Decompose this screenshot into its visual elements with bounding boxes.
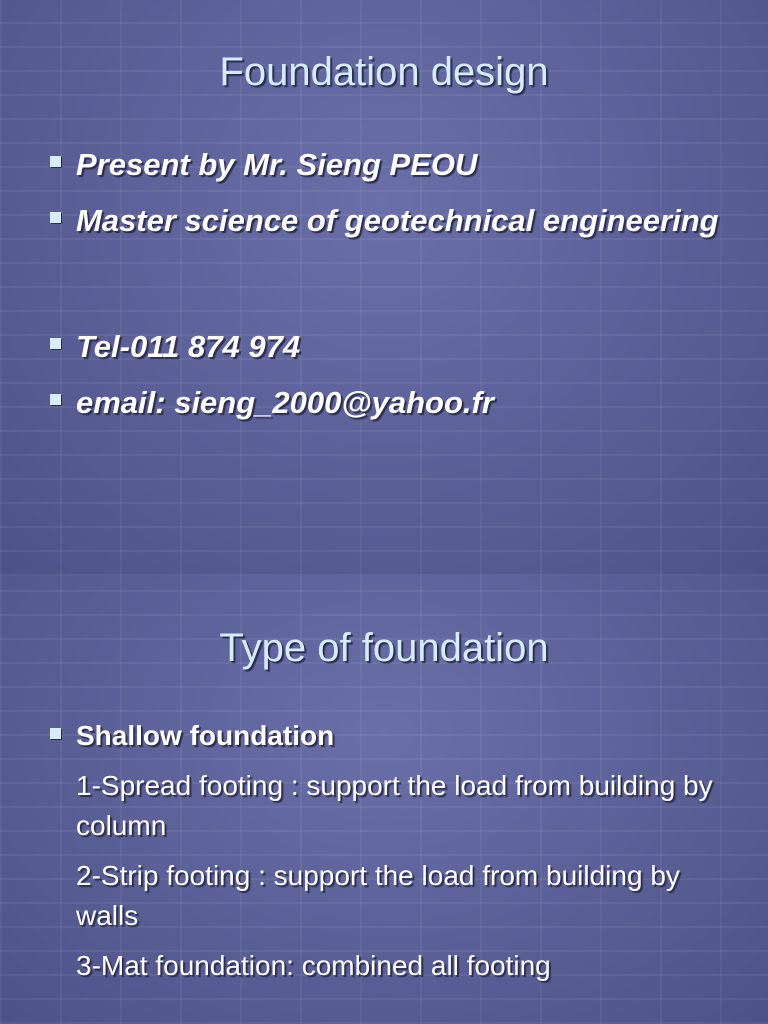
slide-title: Foundation design bbox=[219, 50, 549, 94]
slide-type-of-foundation bbox=[0, 576, 768, 1024]
degree-text: Master science of geotechnical engineering bbox=[76, 203, 719, 238]
list-item bbox=[48, 766, 728, 846]
strip-footing-text: 2-Strip footing : support the load from building by walls bbox=[76, 860, 680, 931]
list-item bbox=[48, 142, 728, 188]
list-item bbox=[48, 716, 728, 756]
list-item bbox=[48, 380, 728, 426]
email-text: email: sieng_2000@yahoo.fr bbox=[76, 385, 494, 420]
square-bullet-icon bbox=[50, 338, 61, 349]
square-bullet-icon bbox=[50, 212, 61, 223]
list-item bbox=[48, 856, 728, 936]
bullet-list bbox=[48, 716, 728, 996]
slide-title: Type of foundation bbox=[219, 626, 549, 670]
list-item bbox=[48, 946, 728, 986]
list-item bbox=[48, 324, 728, 370]
mat-foundation-text: 3-Mat foundation: combined all footing bbox=[76, 950, 551, 981]
square-bullet-icon bbox=[50, 156, 61, 167]
square-bullet-icon bbox=[50, 394, 61, 405]
phone-text: Tel-011 874 974 bbox=[76, 329, 301, 364]
spread-footing-text: 1-Spread footing : support the load from building by column bbox=[76, 770, 713, 841]
list-item bbox=[48, 198, 728, 244]
square-bullet-icon bbox=[50, 728, 61, 739]
section-heading: Shallow foundation bbox=[76, 720, 335, 751]
presenter-text: Present by Mr. Sieng PEOU bbox=[76, 147, 478, 182]
bullet-list bbox=[48, 142, 728, 436]
